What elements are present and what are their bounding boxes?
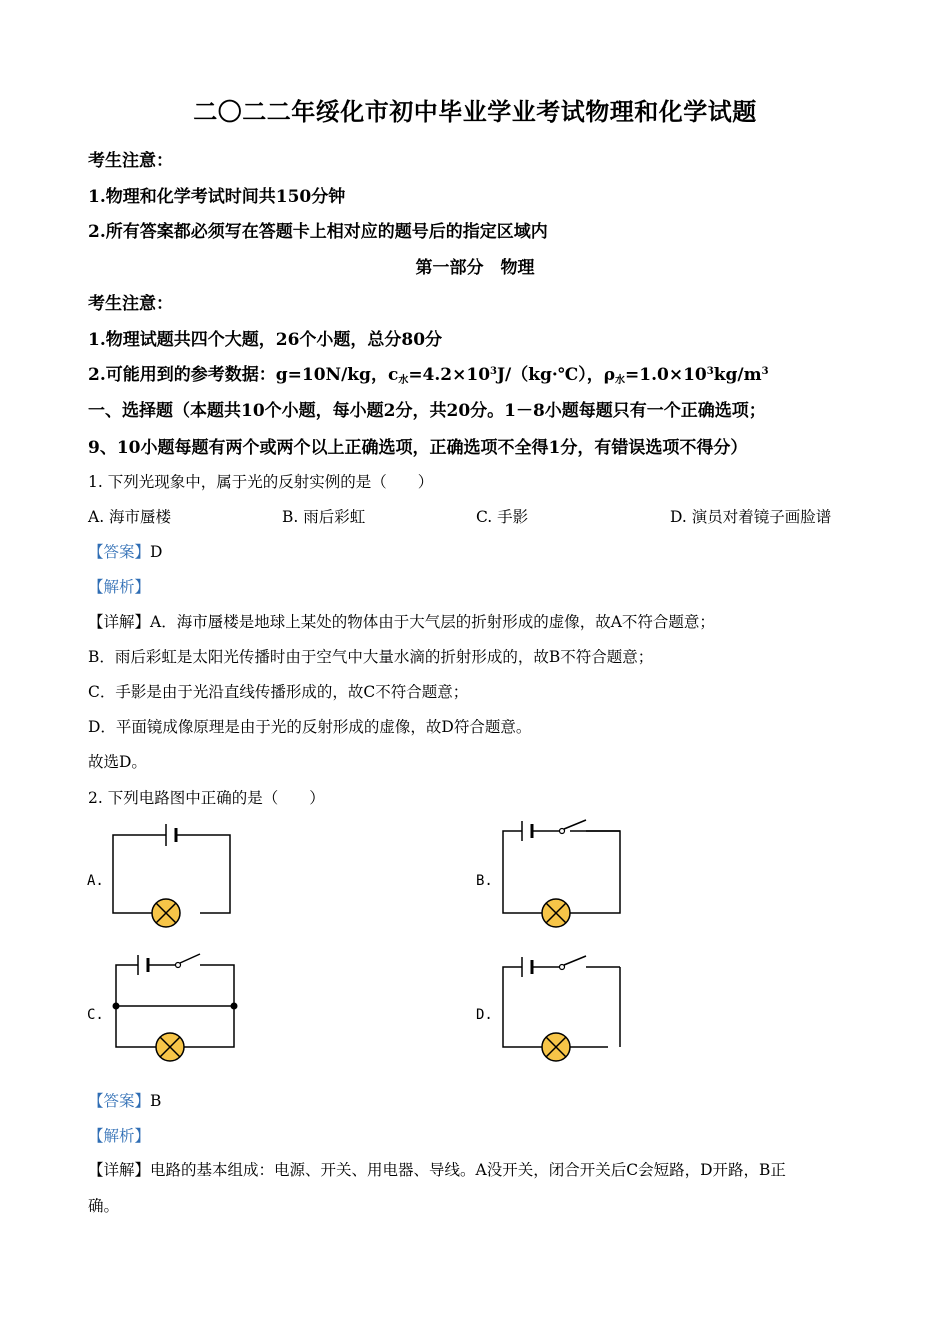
page-title: 二〇二二年绥化市初中毕业学业考试物理和化学试题 (193, 97, 757, 126)
circuit-b-diagram (490, 815, 640, 935)
q1-option-a: A. 海市蜃楼 (88, 508, 172, 526)
notice-item-2: 2.所有答案都必须写在答题卡上相对应的题号后的指定区域内 (88, 222, 548, 242)
q2-answer: 【答案】B (88, 1092, 162, 1110)
q2-analysis-tag: 【解析】 (88, 1127, 151, 1145)
q1-analysis-tag: 【解析】 (88, 578, 151, 596)
q1-stem: 1. 下列光现象中，属于光的反射实例的是（ ） (88, 473, 434, 491)
circuit-d-diagram (490, 945, 640, 1070)
q2-detail-line2: 确。 (88, 1197, 120, 1215)
section1-instructions-line2: 9、10小题每题有两个或两个以上正确选项，正确选项不全得1分，有错误选项不得分） (88, 438, 748, 458)
q1-conclusion: 故选D。 (88, 753, 147, 771)
q1-detail-b: B．雨后彩虹是太阳光传播时由于空气中大量水滴的折射形成的，故B不符合题意； (88, 648, 654, 666)
circuit-d-label: D. (476, 1007, 493, 1023)
q2-stem: 2. 下列电路图中正确的是（ ） (88, 789, 325, 807)
lamp-icon (542, 899, 570, 927)
notice2-item-2: 2.可能用到的参考数据：g=10N/kg，$c_水=4.2\times 10^3J/(kg\cdot℃)$，$\rho_水=1.0\times 10^3kg/m^3$ (88, 365, 769, 386)
notice2-heading: 考生注意： (88, 294, 173, 314)
part-heading: 第一部分 物理 (415, 258, 535, 278)
section1-instructions-line1: 一、选择题（本题共10个小题，每小题2分，共20分。1－8小题每题只有一个正确选项； (88, 401, 766, 421)
q1-answer: 【答案】D (88, 543, 163, 561)
q1-detail-a: 【详解】A．海市蜃楼是地球上某处的物体由于大气层的折射形成的虚像，故A不符合题意； (88, 613, 715, 631)
q1-detail-d: D．平面镜成像原理是由于光的反射形成的虚像，故D符合题意。 (88, 718, 532, 736)
lamp-icon (542, 1033, 570, 1061)
lamp-icon (156, 1033, 184, 1061)
notice-heading: 考生注意： (88, 151, 173, 171)
circuit-c-label: C. (87, 1007, 104, 1023)
circuit-c-diagram (100, 945, 250, 1070)
lamp-icon (152, 899, 180, 927)
q1-detail-c: C．手影是由于光沿直线传播形成的，故C不符合题意； (88, 683, 469, 701)
notice-item-1: 1.物理和化学考试时间共150分钟 (88, 187, 346, 207)
q2-detail-line1: 【详解】电路的基本组成：电源、开关、用电器、导线。A没开关，闭合开关后C会短路，D开路，B正 (88, 1161, 786, 1179)
notice2-item-1: 1.物理试题共四个大题，26个小题，总分80分 (88, 330, 443, 350)
circuit-a-diagram (100, 815, 250, 935)
q1-option-c: C. 手影 (476, 508, 529, 526)
circuit-a-label: A. (87, 873, 104, 889)
q1-option-d: D. 演员对着镜子画脸谱 (670, 508, 832, 526)
q1-option-b: B. 雨后彩虹 (282, 508, 366, 526)
circuit-b-label: B. (476, 873, 493, 889)
